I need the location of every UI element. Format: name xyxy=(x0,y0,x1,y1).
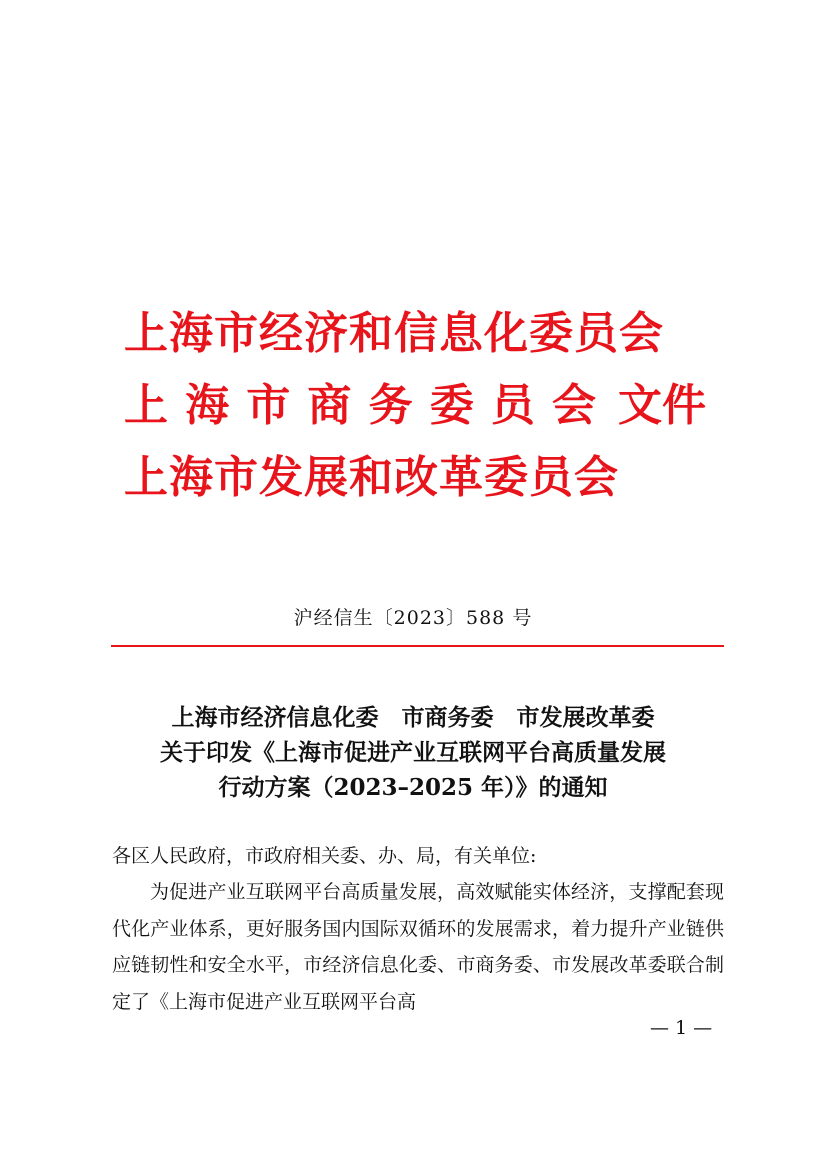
file-word: 文件 xyxy=(618,380,706,431)
issuer-row-2 xyxy=(124,370,744,442)
red-divider-line xyxy=(111,645,724,647)
issuer-name: 上海市经济和信息化委员会 xyxy=(124,308,664,359)
issuer-row-1 xyxy=(124,298,744,370)
issuer-header xyxy=(124,298,744,514)
issuer-name: 上 海 市 商 务 委 员 会 xyxy=(124,380,596,431)
document-title xyxy=(0,700,826,805)
title-line-1: 上海市经济信息化委 市商务委 市发展改革委 xyxy=(171,704,655,731)
document-number: 沪经信生〔2023〕588 号 xyxy=(293,607,533,629)
body-paragraph: 为促进产业互联网平台高质量发展，高效赋能实体经济，支撑配套现代化产业体系，更好服务国内国际双循环的发展需求，着力提升产业链供应链韧性和安全水平，市经济信息化委、市商务委、市发展改革委联合制定了《上海市促进产业互联网平台高 xyxy=(112,881,724,1013)
issuer-row-3 xyxy=(124,442,744,514)
title-line-3: 行动方案（2023–2025 年）》的通知 xyxy=(218,774,608,801)
title-line-2: 关于印发《上海市促进产业互联网平台高质量发展 xyxy=(160,739,666,766)
page-number: — 1 — xyxy=(650,1017,713,1039)
document-body xyxy=(112,838,724,1020)
salutation: 各区人民政府，市政府相关委、办、局，有关单位: xyxy=(112,845,537,867)
issuer-name: 上海市发展和改革委员会 xyxy=(124,452,619,503)
